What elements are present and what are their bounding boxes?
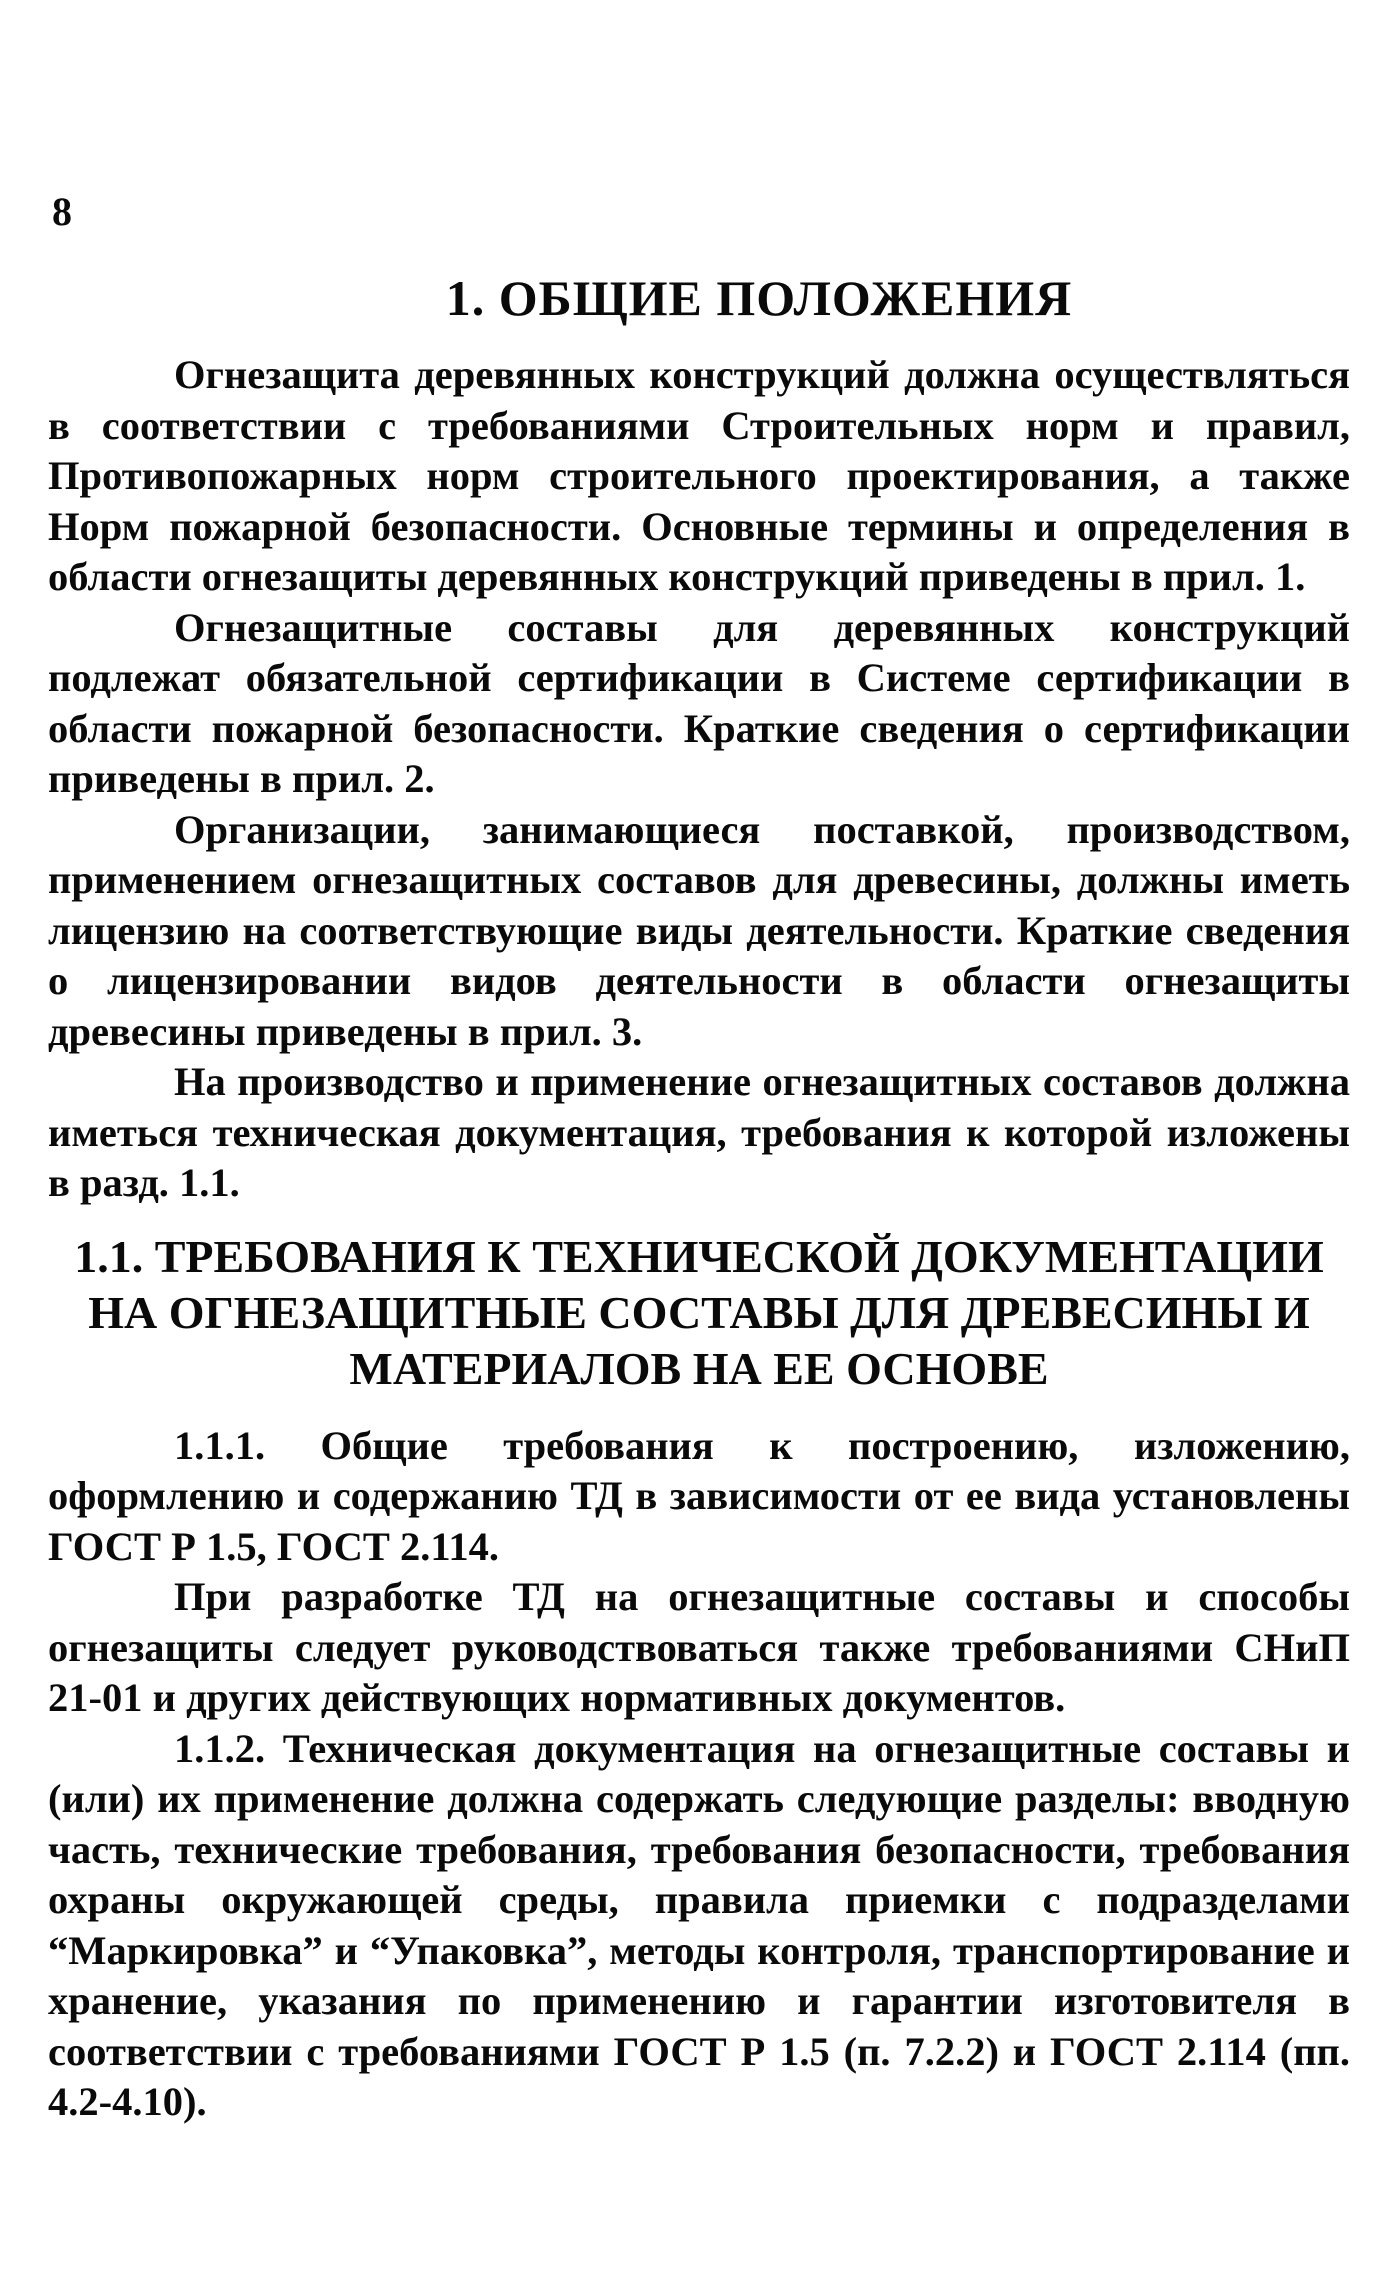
section-1-1-title	[48, 1229, 1350, 1397]
section-1-paragraph: Огнезащита деревянных конструкций должна осуществляться в соответствии с требованиями Строительных норм и правил, Противопожарных норм строительного проектирования, а также Норм пожарной безопасности. Основные термины и определения в области огнезащиты деревянных конструкций приведены в прил. 1.	[48, 352, 1350, 599]
section-1-paragraph: На производство и применение огнезащитных составов должна иметься техническая документация, требования к которой изложены в разд. 1.1.	[48, 1059, 1350, 1205]
page-content	[48, 268, 1350, 2128]
section-1-paragraph: Организации, занимающиеся поставкой, производством, применением огнезащитных составов для древесины, должны иметь лицензию на соответствующие виды деятельности. Краткие сведения о лицензировании видов деятельности в области огнезащиты древесины приведены в прил. 3.	[48, 806, 1350, 1054]
section-1-1-title-line: МАТЕРИАЛОВ НА ЕЕ ОСНОВЕ	[349, 1342, 1049, 1394]
section-1-1-paragraph: 1.1.1. Общие требования к построению, изложению, оформлению и содержанию ТД в зависимости от ее вида установлены ГОСТ Р 1.5, ГОСТ 2.114.	[48, 1422, 1350, 1569]
section-1-title: 1. ОБЩИЕ ПОЛОЖЕНИЯ	[445, 270, 1073, 326]
section-1-paragraph: Огнезащитные составы для деревянных конструкций подлежат обязательной сертификации в Системе сертификации в области пожарной безопасности. Краткие сведения о сертификации приведены в прил. 2.	[48, 604, 1350, 801]
page-number: 8	[52, 189, 72, 234]
section-1-1-title-line: 1.1. ТРЕБОВАНИЯ К ТЕХНИЧЕСКОЙ ДОКУМЕНТАЦИИ	[74, 1230, 1324, 1282]
section-1-1-paragraph: 1.1.2. Техническая документация на огнезащитные составы и (или) их применение должна содержать следующие разделы: вводную часть, технические требования, требования безопасности, требования охраны окружающей среды, правила приемки с подразделами “Маркировка” и “Упаковка”, методы контроля, транспортирование и хранение, указания по применению и гарантии изготовителя в соответствии с требованиями ГОСТ Р 1.5 (п. 7.2.2) и ГОСТ 2.114 (пп. 4.2-4.10).	[48, 1725, 1350, 2124]
section-1-1-paragraph: При разработке ТД на огнезащитные составы и способы огнезащиты следует руководствоваться также требованиями СНиП 21-01 и других действующих нормативных документов.	[48, 1574, 1350, 1720]
section-1-1-title-line: НА ОГНЕЗАЩИТНЫЕ СОСТАВЫ ДЛЯ ДРЕВЕСИНЫ И	[88, 1286, 1310, 1338]
